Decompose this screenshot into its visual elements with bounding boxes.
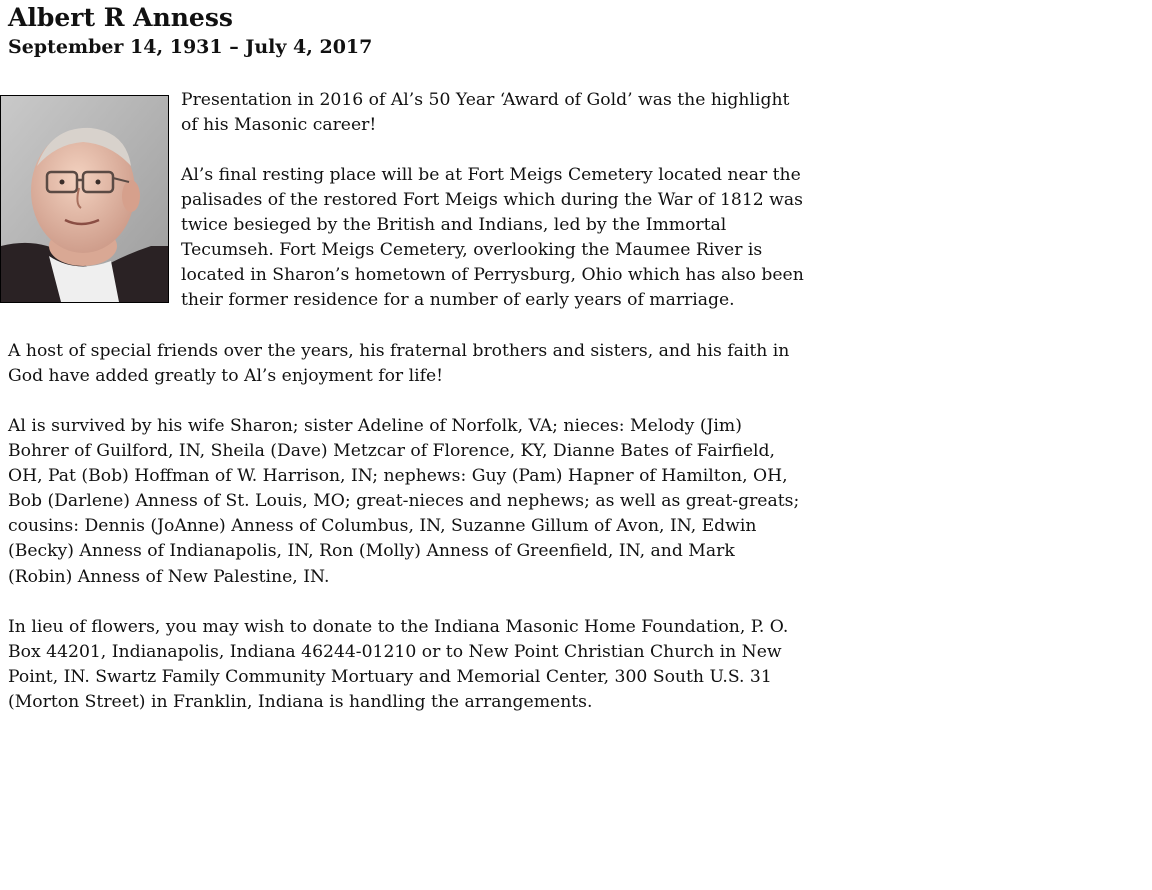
paragraph-friends: A host of special friends over the years, his fraternal brothers and sisters, and his faith in God have added greatly to Al’s enjoyment for life! xyxy=(8,341,790,387)
portrait-photo xyxy=(0,95,169,303)
portrait-illustration xyxy=(1,96,168,302)
paragraph-resting-place: Al’s final resting place will be at Fort Meigs Cemetery located near the palisades of the restored Fort Meigs which during the War of 1812 was twice besieged by the British and Indians, led by the Immortal Tecumseh. Fort Meigs Cemetery, overlooking the Maumee River is located in Sharon’s hometown of Perrysburg, Ohio which has also been their former residence for a number of early years of marriage. xyxy=(181,165,804,311)
person-name: Albert R Anness xyxy=(8,3,233,32)
paragraph-award: Presentation in 2016 of Al’s 50 Year ‘Award of Gold’ was the highlight of his Masonic career! xyxy=(181,90,790,136)
paragraph-survivors: Al is survived by his wife Sharon; sister Adeline of Norfolk, VA; nieces: Melody (Jim) Bohrer of Guilford, IN, Sheila (Dave) Metzcar of Florence, KY, Dianne Bates of Fairfield, OH, Pat (Bob) Hoffman of W. Harrison, IN; nephews: Guy (Pam) Hapner of Hamilton, OH, Bob (Darlene) Anness of St. Louis, MO; great-nieces and nephews; as well as great-greats; cousins: Dennis (JoAnne) Anness of Columbus, IN, Suzanne Gillum of Avon, IN, Edwin (Becky) Anness of Indianapolis, IN, Ron (Molly) Anness of Greenfield, IN, and Mark (Robin) Anness of New Palestine, IN. xyxy=(8,416,800,587)
life-dates: September 14, 1931 – July 4, 2017 xyxy=(8,36,373,58)
paragraph-donations: In lieu of flowers, you may wish to donate to the Indiana Masonic Home Foundation, P. O. Box 44201, Indianapolis, Indiana 46244-01210 or to New Point Christian Church in New Point, IN. Swartz Family Community Mortuary and Memorial Center, 300 South U.S. 31 (Morton Street) in Franklin, Indiana is handling the arrangements. xyxy=(8,617,789,713)
obituary-header xyxy=(8,2,372,60)
